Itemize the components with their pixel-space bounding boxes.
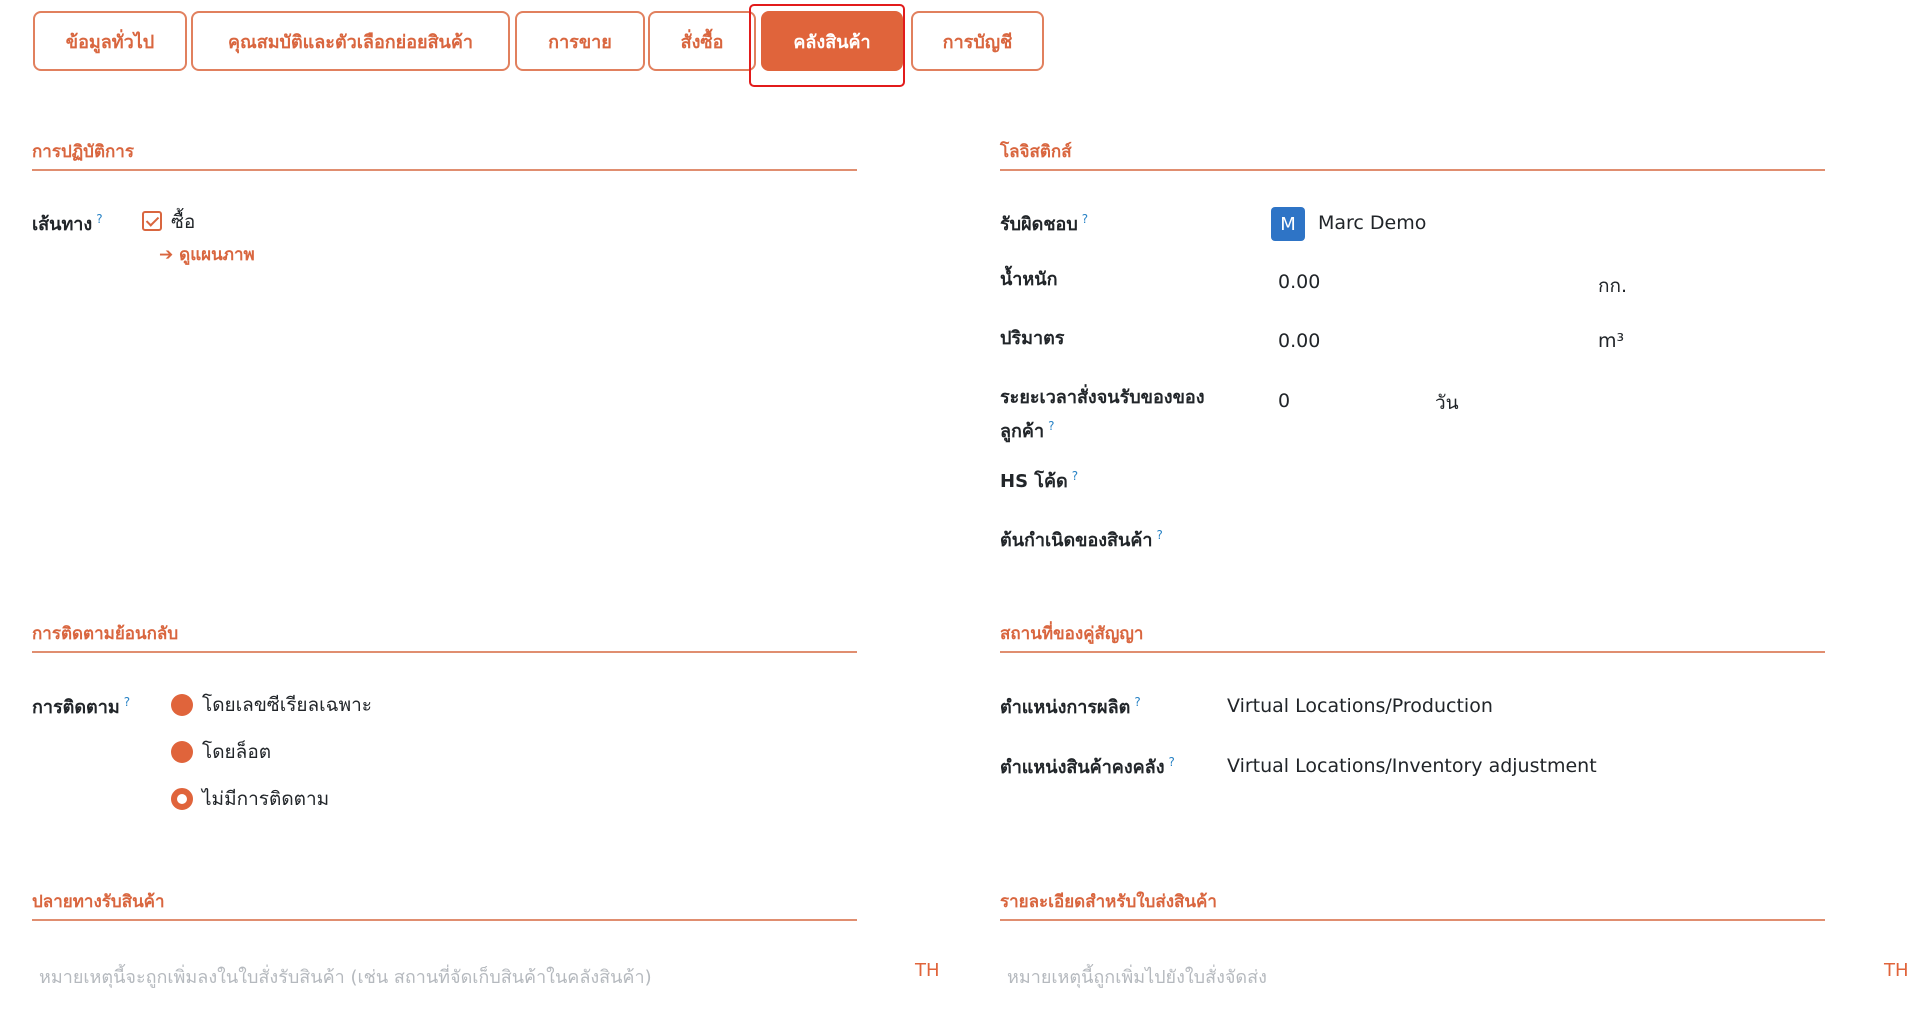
production-location-field[interactable]: Virtual Locations/Production bbox=[1227, 695, 1493, 717]
receipt-note-input[interactable]: หมายเหตุนี้จะถูกเพิ่มลงในใบสั่งรับสินค้า (เช่น สถานที่จัดเก็บสินค้าในคลังสินค้า) bbox=[39, 967, 652, 988]
help-icon[interactable]: ? bbox=[1048, 419, 1055, 433]
production-location-label: ตำแหน่งการผลิต ? bbox=[1000, 695, 1141, 718]
tab-purchase[interactable]: สั่งซื้อ bbox=[648, 11, 756, 71]
help-icon[interactable]: ? bbox=[1134, 695, 1141, 709]
tracking-serial-label: โดยเลขซีเรียลเฉพาะ bbox=[202, 694, 373, 716]
active-tab-highlight bbox=[749, 4, 905, 87]
volume-label: ปริมาตร bbox=[1000, 328, 1065, 349]
section-title-traceability: การติดตามย้อนกลับ bbox=[32, 620, 857, 653]
help-icon[interactable]: ? bbox=[1081, 212, 1089, 226]
route-buy-checkbox[interactable] bbox=[142, 211, 162, 231]
responsible-label: รับผิดชอบ ? bbox=[1000, 212, 1089, 235]
help-icon[interactable]: ? bbox=[1071, 469, 1079, 483]
inventory-location-field[interactable]: Virtual Locations/Inventory adjustment bbox=[1227, 755, 1597, 777]
tab-sales[interactable]: การขาย bbox=[515, 11, 645, 71]
weight-unit: กก. bbox=[1598, 275, 1628, 297]
responsible-field[interactable]: Marc Demo bbox=[1318, 212, 1427, 234]
tracking-serial-radio[interactable] bbox=[171, 694, 193, 716]
tab-attributes-variants[interactable]: คุณสมบัติและตัวเลือกย่อยสินค้า bbox=[191, 11, 510, 71]
delivery-note-input[interactable]: หมายเหตุนี้ถูกเพิ่มไปยังใบสั่งจัดส่ง bbox=[1007, 967, 1267, 988]
lead-time-unit: วัน bbox=[1435, 392, 1459, 414]
tracking-lot-radio[interactable] bbox=[171, 741, 193, 763]
receipt-note-language-button[interactable]: TH bbox=[915, 960, 940, 981]
section-title-logistics: โลจิสติกส์ bbox=[1000, 138, 1825, 171]
customer-lead-time-label: ระยะเวลาสั่งจนรับของของ ลูกค้า ? bbox=[1000, 387, 1205, 442]
routes-label: เส้นทาง ? bbox=[32, 212, 103, 235]
section-title-receipts: ปลายทางรับสินค้า bbox=[32, 888, 857, 921]
tracking-none-label: ไม่มีการติดตาม bbox=[202, 788, 330, 810]
weight-field[interactable]: 0.00 bbox=[1278, 271, 1321, 293]
route-buy-label: ซื้อ bbox=[171, 211, 196, 233]
customer-lead-time-field[interactable]: 0 bbox=[1278, 390, 1291, 412]
section-title-delivery-orders: รายละเอียดสำหรับใบส่งสินค้า bbox=[1000, 888, 1825, 921]
section-title-operations: การปฏิบัติการ bbox=[32, 138, 857, 171]
tab-accounting[interactable]: การบัญชี bbox=[911, 11, 1044, 71]
tracking-none-radio[interactable] bbox=[171, 788, 193, 810]
tracking-label: การติดตาม ? bbox=[32, 695, 131, 718]
weight-label: น้ำหนัก bbox=[1000, 269, 1058, 290]
section-title-counterpart-locations: สถานที่ของคู่สัญญา bbox=[1000, 620, 1825, 653]
help-icon[interactable]: ? bbox=[123, 695, 131, 709]
origin-of-goods-label: ต้นกำเนิดของสินค้า ? bbox=[1000, 528, 1163, 551]
delivery-note-language-button[interactable]: TH bbox=[1884, 960, 1909, 981]
tracking-lot-label: โดยล็อต bbox=[202, 741, 272, 763]
tab-inventory[interactable]: คลังสินค้า bbox=[761, 11, 903, 71]
volume-field[interactable]: 0.00 bbox=[1278, 330, 1321, 352]
view-diagram-link[interactable]: ➔ ดูแผนภาพ bbox=[159, 245, 255, 265]
help-icon[interactable]: ? bbox=[96, 212, 103, 226]
volume-unit: m³ bbox=[1598, 330, 1625, 352]
inventory-location-label: ตำแหน่งสินค้าคงคลัง ? bbox=[1000, 755, 1175, 778]
help-icon[interactable]: ? bbox=[1156, 528, 1163, 542]
help-icon[interactable]: ? bbox=[1168, 755, 1175, 769]
tab-general-information[interactable]: ข้อมูลทั่วไป bbox=[33, 11, 187, 71]
avatar: M bbox=[1271, 207, 1305, 241]
hs-code-label: HS โค้ด ? bbox=[1000, 469, 1079, 492]
arrow-right-icon: ➔ bbox=[159, 245, 174, 265]
